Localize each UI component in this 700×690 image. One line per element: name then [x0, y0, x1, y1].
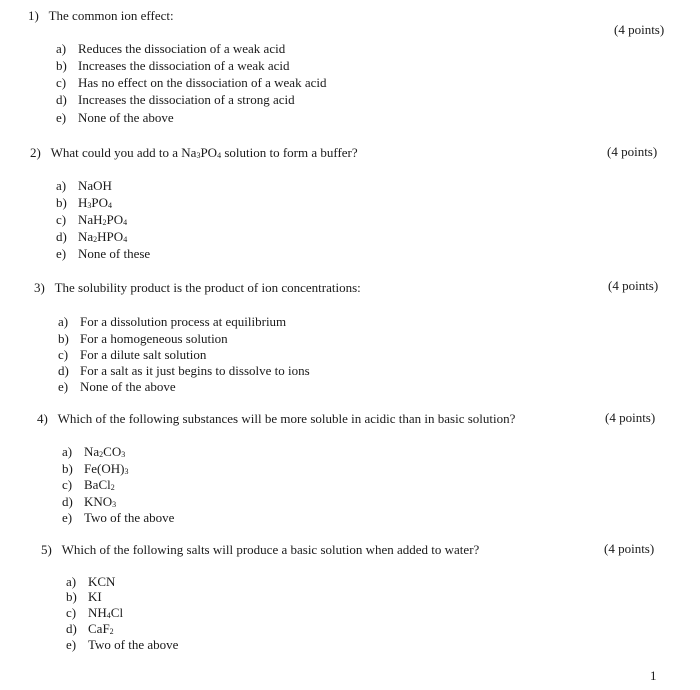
question-1-option-b: b) Increases the dissociation of a weak acid — [56, 58, 290, 73]
question-3-option-b: b) For a homogeneous solution — [58, 331, 228, 346]
question-text: The common ion effect: — [48, 8, 174, 23]
question-3-points: (4 points) — [608, 278, 659, 293]
question-text: Which of the following salts will produce a basic solution when added to water? — [61, 542, 480, 557]
question-text: The solubility product is the product of ion concentrations: — [54, 280, 361, 295]
question-number: 1) — [28, 8, 39, 23]
question-2-stem: 2) What could you add to a $Na_3PO_4$ solution to form a buffer? — [30, 145, 358, 160]
question-3-stem — [34, 280, 361, 296]
question-4-stem — [37, 411, 515, 427]
question-5-option-d: d) CaF$_2$ — [66, 621, 114, 636]
question-1-points: (4 points) — [614, 22, 665, 37]
question-5-stem — [41, 542, 479, 558]
question-2-option-c: c) $NaH_2PO_4$ — [56, 212, 128, 227]
question-5-option-c: c) $NH_4Cl$ — [66, 605, 124, 620]
question-2-option-e: e) None of these — [56, 246, 151, 261]
question-5-option-e: e) Two of the above — [66, 637, 179, 652]
question-4-option-b: b) $Fe(OH)_3$ — [62, 461, 129, 476]
question-number: 2) — [30, 145, 41, 160]
question-3-option-e: e) None of the above — [58, 379, 176, 394]
question-5-points: (4 points) — [604, 541, 655, 556]
question-4-option-c: c) BaCl$_2$ — [62, 477, 115, 492]
question-4-option-d: d) $KNO_3$ — [62, 494, 117, 509]
question-2-points: (4 points) — [607, 144, 658, 159]
question-2-option-b: b) $H_3PO_4$ — [56, 195, 113, 210]
question-2-option-a: a) NaOH — [56, 178, 112, 193]
question-1-option-d: d) Increases the dissociation of a strong acid — [56, 92, 295, 107]
question-4-option-a: a) $Na_2CO_3$ — [62, 444, 126, 459]
question-number: 4) — [37, 411, 48, 426]
page-number: 1 — [650, 668, 657, 683]
question-4-option-e: e) Two of the above — [62, 510, 175, 525]
question-number: 3) — [34, 280, 45, 295]
question-1-option-c: c) Has no effect on the dissociation of a weak acid — [56, 75, 327, 90]
question-5-option-a: a) KCN — [66, 574, 116, 589]
question-2-option-d: d) $Na_2HPO_4$ — [56, 229, 128, 244]
question-1-option-a: a) Reduces the dissociation of a weak acid — [56, 41, 286, 56]
question-3-option-c: c) For a dilute salt solution — [58, 347, 207, 362]
question-text: Which of the following substances will be more soluble in acidic than in basic solution? — [57, 411, 516, 426]
question-number: 5) — [41, 542, 52, 557]
question-1-stem — [28, 8, 174, 24]
question-1-option-e: e) None of the above — [56, 110, 174, 125]
question-3-option-d: d) For a salt as it just begins to dissolve to ions — [58, 363, 310, 378]
question-4-points: (4 points) — [605, 410, 656, 425]
question-3-option-a: a) For a dissolution process at equilibrium — [58, 314, 287, 329]
question-5-option-b: b) KI — [66, 589, 102, 604]
